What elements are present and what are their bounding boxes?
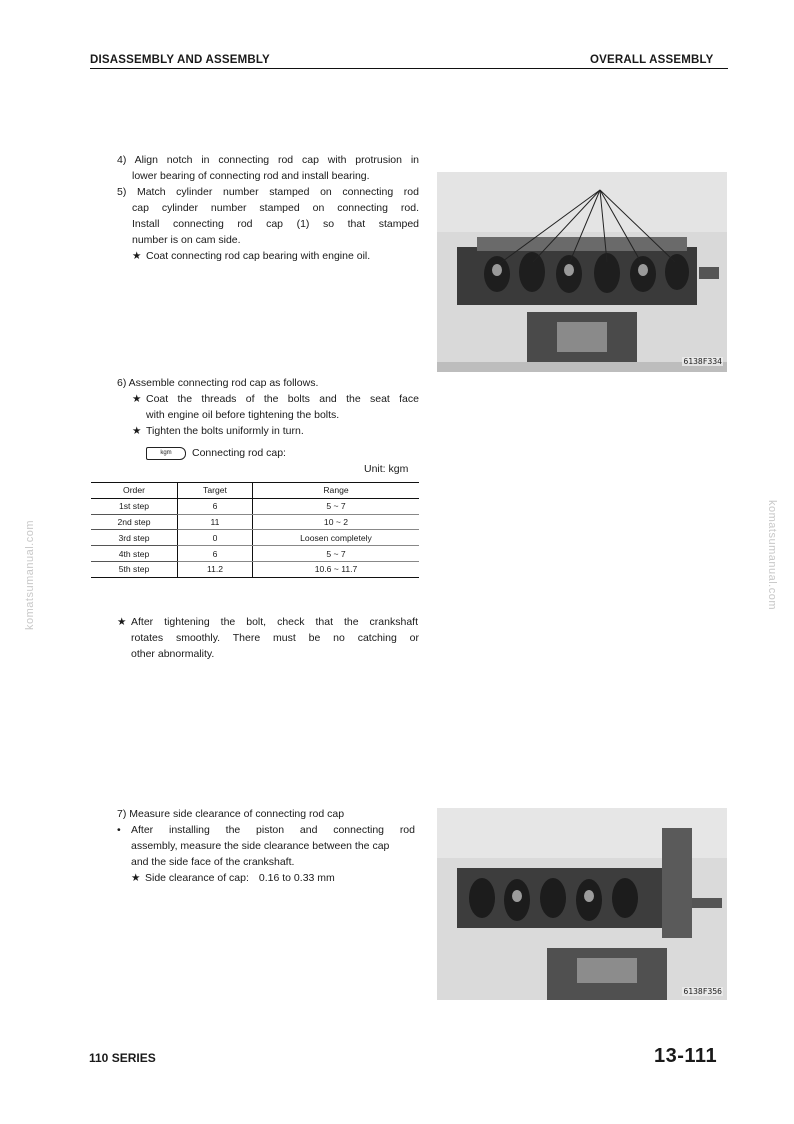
table-row: 4th step 6 5 ~ 7 <box>91 546 419 562</box>
table-row: 2nd step 11 10 ~ 2 <box>91 514 419 530</box>
unit-label: Unit: kgm <box>364 463 409 475</box>
table-row: 1st step 6 5 ~ 7 <box>91 498 419 514</box>
table-header-row: Order Target Range <box>91 483 419 499</box>
table-row: 5th step 11.2 10.6 ~ 11.7 <box>91 561 419 577</box>
step-4: 4) Align notch in connecting rod cap with protrusion in lower bearing of connecting rod and install bearing. <box>117 154 419 182</box>
torque-label-row: kgm Connecting rod cap: <box>146 445 286 461</box>
star-icon: ★ <box>132 425 142 437</box>
star-icon: ★ <box>131 872 141 884</box>
after-tightening-note: ★ After tightening the bolt, check that the crankshaft rotates smoothly. There must be no catching or other abnormality. <box>117 616 419 660</box>
crankshaft-photo-top <box>437 172 727 372</box>
crankshaft-photo-bottom <box>437 808 727 1000</box>
photo-code-bottom: 6138F356 <box>683 987 722 996</box>
step-6-note-2: ★ Tighten the bolts uniformly in turn. <box>132 425 304 437</box>
side-clearance-spec: ★ Side clearance of cap: 0.16 to 0.33 mm <box>131 872 335 884</box>
torque-table <box>91 482 419 578</box>
star-icon: ★ <box>132 250 142 262</box>
step-6-note-1: ★ Coat the threads of the bolts and the seat face <box>132 393 419 405</box>
photo-code-top: 6138F334 <box>683 357 722 366</box>
page-number: 13-111 <box>654 1045 718 1067</box>
bullet-icon: • <box>117 824 121 836</box>
watermark-left: komatsumanual.com <box>24 520 36 630</box>
section-title: DISASSEMBLY AND ASSEMBLY <box>90 54 270 66</box>
header-rule <box>90 68 728 69</box>
step-7: 7) Measure side clearance of connecting rod cap • After installing the piston and connecting rod assembly, measure the side clearance between the cap and the side face of the crankshaft. ★ Side clearance of cap: 0.16 to 0.33 mm <box>117 806 419 886</box>
star-icon: ★ <box>117 616 127 628</box>
torque-wrench-icon: kgm <box>146 447 186 460</box>
series-label: 110 SERIES <box>89 1051 156 1065</box>
step-5-note: ★ Coat connecting rod cap bearing with engine oil. <box>132 250 371 262</box>
step-5: 5) Match cylinder number stamped on connecting rod cap cylinder number stamped on connecting rod. Install connecting rod cap (1) so that stamped number is on cam side. ★ Coat connecting rod cap bearing with engine oil. <box>117 186 419 262</box>
table-row: 3rd step 0 Loosen completely <box>91 530 419 546</box>
watermark-right: komatsumanual.com <box>766 500 778 610</box>
star-icon: ★ <box>132 393 142 405</box>
page-section: OVERALL ASSEMBLY <box>590 54 714 66</box>
step-6: 6) Assemble connecting rod cap as follows. ★ Coat the threads of the bolts and the seat face with engine oil before tightening the bolts. ★ Tighten the bolts uniformly in turn. <box>117 377 419 437</box>
